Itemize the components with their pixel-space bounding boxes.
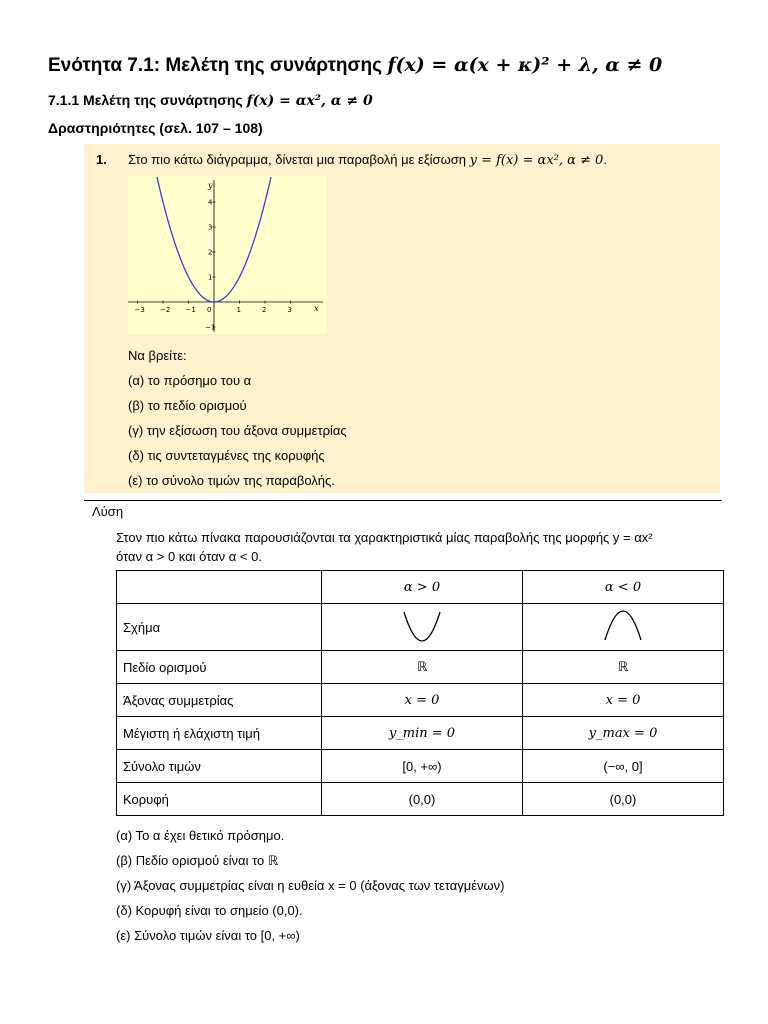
y-axis-label: y — [208, 181, 213, 190]
y-tick-label: 4 — [208, 198, 213, 207]
list-item: (δ) Κορυφή είναι το σημείο (0,0). — [116, 903, 303, 918]
table-cell: (0,0) — [322, 783, 523, 816]
table-cell: Μέγιστη ή ελάχιστη τιμή — [117, 717, 322, 750]
table-cell: Σύνολο τιμών — [117, 750, 322, 783]
table-header-row — [117, 571, 724, 604]
list-item: (ε) Σύνολο τιμών είναι το [0, +∞) — [116, 928, 300, 943]
table-cell: x = 0 — [523, 684, 724, 717]
x-axis-label: x — [314, 304, 319, 313]
list-item: (β) το πεδίο ορισμού — [128, 398, 247, 413]
list-item: (α) Το α έχει θετικό πρόσημο. — [116, 828, 285, 843]
table-cell: [0, +∞) — [322, 750, 523, 783]
subsection-title: 7.1.1 Μελέτη της συνάρτησης f(x) = αx², α ≠ 0 — [48, 92, 373, 109]
table-cell: x = 0 — [322, 684, 523, 717]
table-cell — [523, 604, 724, 651]
list-item: (γ) Άξονας συμμετρίας είναι η ευθεία x = 0 (άξονας των τεταγμένων) — [116, 878, 505, 893]
x-tick-label: 0 — [207, 306, 212, 314]
table-row — [117, 717, 724, 750]
table-cell: ℝ — [322, 651, 523, 684]
downward-parabola-icon — [601, 608, 645, 644]
separator-line — [84, 500, 722, 501]
list-item: (ε) το σύνολο τιμών της παραβολής. — [128, 473, 335, 488]
characteristics-table — [116, 570, 724, 816]
table-cell: y_min = 0 — [322, 717, 523, 750]
table-cell: Άξονας συμμετρίας — [117, 684, 322, 717]
table-cell: (0,0) — [523, 783, 724, 816]
question-list — [128, 343, 347, 493]
table-cell: ℝ — [523, 651, 724, 684]
parabola-graph — [128, 176, 327, 334]
solution-intro: Στον πιο κάτω πίνακα παρουσιάζονται τα χαρακτηριστικά μίας παραβολής της μορφής y = αx² όταν α > 0 και όταν α < 0. — [116, 530, 653, 564]
list-item: (γ) την εξίσωση του άξονα συμμετρίας — [128, 423, 347, 438]
x-tick-label: 2 — [262, 306, 267, 314]
table-row — [117, 750, 724, 783]
question-number: 1. — [96, 152, 107, 167]
x-tick-label: −2 — [160, 306, 171, 314]
table-cell: (−∞, 0] — [523, 750, 724, 783]
solution-label: Λύση — [92, 504, 124, 519]
y-tick-label: 3 — [208, 223, 213, 232]
table-cell — [117, 571, 322, 604]
question-text: Στο πιο κάτω διάγραμμα, δίνεται μια παραβολή με εξίσωση y = f(x) = αx², α ≠ 0. — [128, 152, 607, 168]
table-cell: α > 0 — [322, 571, 523, 604]
y-tick-label: 2 — [208, 248, 213, 257]
y-tick-label: −1 — [205, 323, 216, 332]
list-item: (β) Πεδίο ορισμού είναι το ℝ — [116, 853, 279, 868]
table-cell: Πεδίο ορισμού — [117, 651, 322, 684]
list-item: (α) το πρόσημο του α — [128, 373, 252, 388]
x-tick-label: 3 — [287, 306, 292, 314]
list-item: (δ) τις συντεταγμένες της κορυφής — [128, 448, 325, 463]
table-cell — [322, 604, 523, 651]
find-label: Να βρείτε: — [128, 348, 187, 363]
table-cell: Κορυφή — [117, 783, 322, 816]
table-row — [117, 684, 724, 717]
table-row — [117, 651, 724, 684]
table-row — [117, 783, 724, 816]
x-tick-label: −3 — [134, 306, 145, 314]
question-box — [84, 144, 720, 493]
table-row — [117, 604, 724, 651]
answers-list — [116, 823, 505, 948]
activities-heading: Δραστηριότητες (σελ. 107 – 108) — [48, 120, 263, 136]
parabola-chart — [128, 176, 327, 334]
section-title: Ενότητα 7.1: Μελέτη της συνάρτησης f(x) = α(x + κ)² + λ, α ≠ 0 — [48, 54, 663, 76]
table-cell: Σχήμα — [117, 604, 322, 651]
table-cell: α < 0 — [523, 571, 724, 604]
x-tick-label: −1 — [185, 306, 196, 314]
x-tick-label: 1 — [236, 306, 241, 314]
upward-parabola-icon — [400, 608, 444, 644]
y-tick-label: 1 — [208, 273, 213, 282]
table-cell: y_max = 0 — [523, 717, 724, 750]
